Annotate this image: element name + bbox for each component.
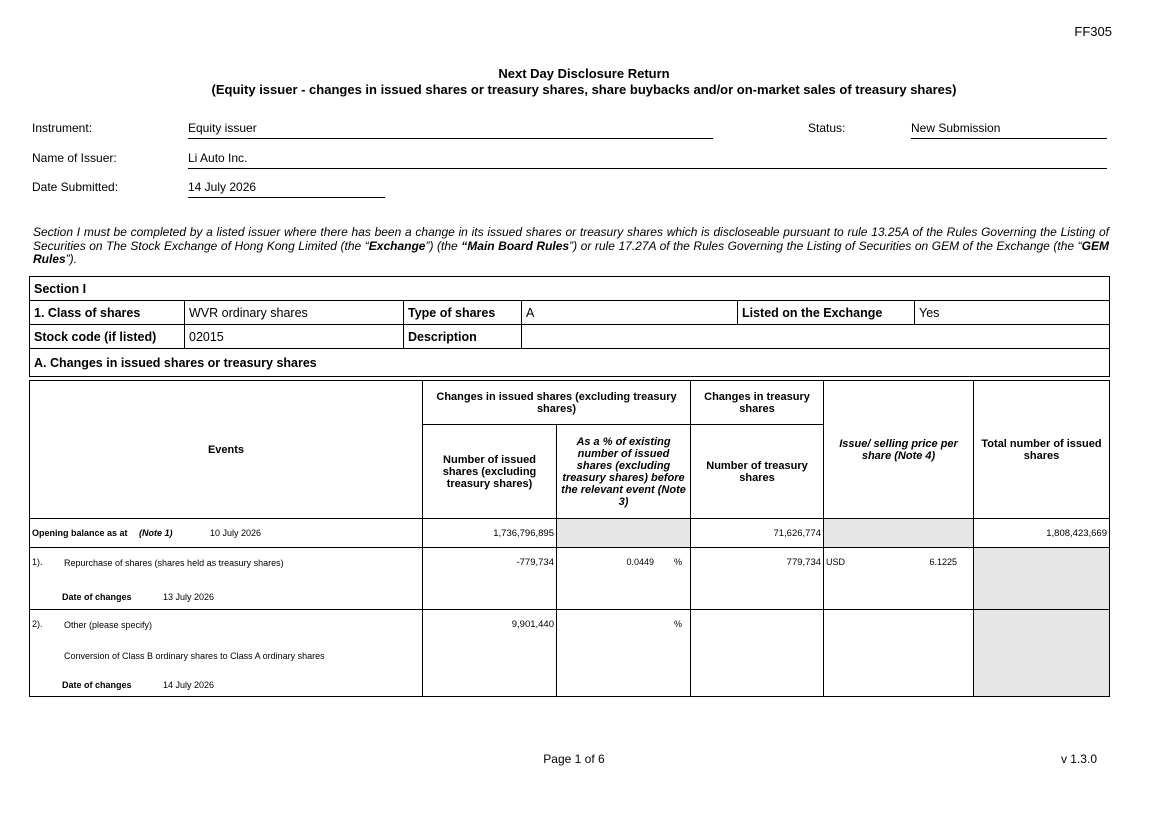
- intro-text-3: ”) or rule 17.27A of the Rules Governing the Listing of Securities on GEM of the Exchange (the “: [569, 238, 1082, 253]
- price-header: Issue/ selling price per share (Note 4): [824, 381, 974, 519]
- status-value: New Submission: [911, 121, 1107, 139]
- event-num: 1).: [32, 557, 43, 567]
- event-price-cell: [824, 548, 974, 610]
- intro-exchange: Exchange: [368, 238, 426, 253]
- listed-label: Listed on the Exchange: [738, 301, 915, 325]
- opening-balance-cell: [30, 519, 423, 548]
- event-currency: USD: [826, 557, 846, 567]
- event-pct: 0.0449: [626, 557, 655, 567]
- page-title: Next Day Disclosure Return: [498, 66, 670, 81]
- event-pct-cell: [557, 610, 691, 697]
- opening-label: Opening balance as at: [32, 528, 128, 538]
- events-header: Events: [30, 381, 423, 519]
- section-title: Section I: [30, 277, 1110, 301]
- intro-text-1: Section I must be completed by a listed issuer where there has been a change in its issued shares or treasury shares which is discloseable pursuant to rule 13.25A of the Rules Governing the Listing of Securities on The Stock Exchange of Hong Kong Limited (the “: [33, 225, 1109, 253]
- opening-treasury: 71,626,774: [691, 519, 824, 548]
- issued-group-header: Changes in issued shares (excluding treasury shares): [423, 381, 691, 425]
- total-header: Total number of issued shares: [974, 381, 1110, 519]
- intro-gem: GEM Rules: [33, 238, 1109, 266]
- status-label: Status:: [808, 121, 846, 135]
- stock-code-value: 02015: [185, 325, 404, 349]
- opening-pct: [557, 519, 691, 548]
- listed-value: Yes: [915, 301, 1110, 325]
- intro-paragraph: [33, 226, 1109, 267]
- issuer-label: Name of Issuer:: [32, 151, 117, 165]
- opening-balance-row: [30, 519, 1110, 548]
- event-date: 13 July 2026: [163, 592, 215, 602]
- description-value: [522, 325, 1110, 349]
- pct-header: As a % of existing number of issued shares (excluding treasury shares) before the relevant event (Note 3): [557, 425, 691, 519]
- intro-main-board: “Main Board Rules: [461, 238, 570, 253]
- event-sub-desc: Conversion of Class B ordinary shares to Class A ordinary shares: [64, 651, 325, 661]
- intro-text-4: ”).: [65, 252, 78, 266]
- version-label: v 1.3.0: [1060, 752, 1097, 766]
- event-price-cell: [824, 610, 974, 697]
- event-total: [974, 610, 1110, 697]
- intro-text-2: ”) (the: [425, 238, 462, 253]
- instrument-value: Equity issuer: [188, 121, 713, 139]
- event-desc: Other (please specify): [64, 620, 153, 630]
- event-price: 6.1225: [929, 557, 958, 567]
- table-row: [30, 610, 1110, 697]
- event-treasury: 779,734: [691, 548, 824, 610]
- date-submitted-label: Date Submitted:: [32, 180, 119, 194]
- page-subtitle: (Equity issuer - changes in issued shares or treasury shares, share buybacks and/or on-market sales of treasury shares): [211, 82, 957, 97]
- treasury-group-header: Changes in treasury shares: [691, 381, 824, 425]
- event-pct-sign: %: [674, 619, 683, 629]
- event-date: 14 July 2026: [163, 680, 215, 690]
- opening-note: (Note 1): [139, 528, 173, 538]
- page-number: Page 1 of 6: [543, 752, 605, 766]
- opening-issued: 1,736,796,895: [423, 519, 557, 548]
- opening-date: 10 July 2026: [210, 528, 262, 538]
- form-code: FF305: [1074, 24, 1112, 39]
- description-label: Description: [404, 325, 522, 349]
- event-cell-1: [30, 548, 423, 610]
- event-num: 2).: [32, 619, 43, 629]
- opening-total: 1,808,423,669: [974, 519, 1110, 548]
- event-date-label: Date of changes: [62, 592, 132, 602]
- event-date-label: Date of changes: [62, 680, 132, 690]
- instrument-label: Instrument:: [32, 121, 93, 135]
- type-of-shares-value: A: [522, 301, 738, 325]
- event-total: [974, 548, 1110, 610]
- changes-title: A. Changes in issued shares or treasury shares: [30, 349, 1110, 377]
- class-of-shares-label: 1. Class of shares: [30, 301, 185, 325]
- event-pct-cell: [557, 548, 691, 610]
- stock-code-label: Stock code (if listed): [30, 325, 185, 349]
- type-of-shares-label: Type of shares: [404, 301, 522, 325]
- event-desc: Repurchase of shares (shares held as treasury shares): [64, 558, 284, 568]
- event-cell-2: [30, 610, 423, 697]
- section-i-table: [29, 276, 1110, 377]
- issued-header: Number of issued shares (excluding treasury shares): [423, 425, 557, 519]
- table-row: [30, 548, 1110, 610]
- treasury-header: Number of treasury shares: [691, 425, 824, 519]
- class-of-shares-value: WVR ordinary shares: [185, 301, 404, 325]
- event-issued: 9,901,440: [423, 610, 557, 697]
- event-issued: -779,734: [423, 548, 557, 610]
- event-treasury: [691, 610, 824, 697]
- opening-price: [824, 519, 974, 548]
- changes-table: [29, 380, 1110, 697]
- issuer-value: Li Auto Inc.: [188, 151, 1107, 169]
- event-pct-sign: %: [674, 557, 683, 567]
- date-submitted-value: 14 July 2026: [188, 180, 385, 198]
